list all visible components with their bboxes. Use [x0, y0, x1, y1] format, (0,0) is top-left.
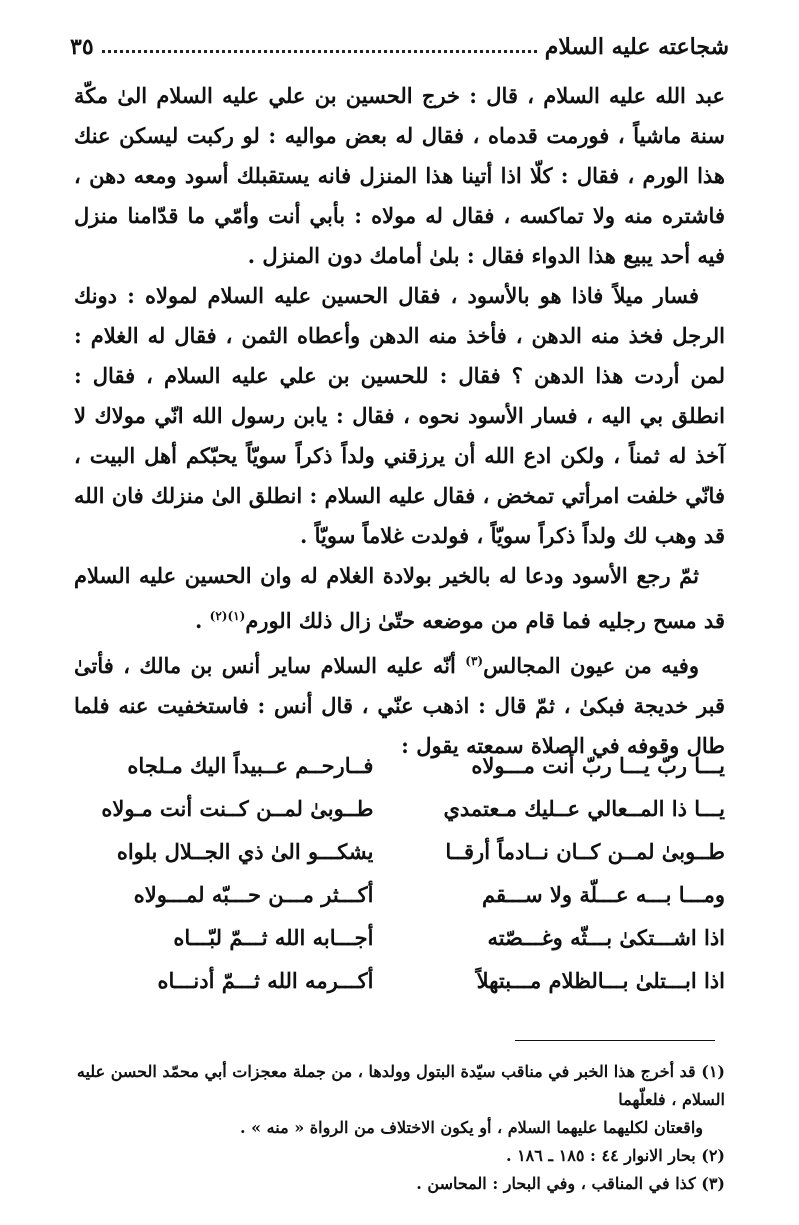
- paragraph-3: [74, 556, 725, 641]
- footnote-ref-3: (٣): [465, 654, 484, 668]
- poem-line: [74, 744, 725, 787]
- footnote-3: (٣) كذا في المناقب ، وفي البحار : المحاسن .: [416, 1174, 725, 1193]
- poem-hemistich-right: يـــا ذا المــعالي عــليك مـعتمدي: [443, 796, 725, 821]
- paragraph-4-text: أنّه عليه السلام ساير أنس بن مالك ، فأتىٰ قبر خديجة فبكىٰ ، ثمّ قال : اذهب عنّي ، قال أنس : فاستخفيت عنه فلما طال وقوفه في الصلاة سمعته يقول :: [74, 653, 725, 758]
- footnote-2: (٢) بحار الانوار ٤٤ : ١٨٥ ـ ١٨٦ .: [505, 1146, 725, 1165]
- footnote-divider: [515, 1040, 715, 1041]
- footnote-1: (١) قد أخرج هذا الخبر في مناقب سيّدة البتول وولدها ، من جملة معجزات أبي محمّد الحسن عليه السلام ، فلعلّهما: [76, 1062, 725, 1109]
- poem-hemistich-right: اذا ابـــتلىٰ بـــالظلام مـــبتهلاً: [476, 968, 725, 993]
- main-text: [74, 76, 725, 766]
- running-header: [70, 30, 729, 64]
- poem-hemistich-right: اذا اشـــتكىٰ بـــثّه وغـــصّته: [487, 925, 725, 950]
- poem: [74, 744, 725, 1002]
- page-number: ٣٥: [70, 34, 94, 60]
- poem-hemistich-right: طــوبىٰ لمــن كــان نــادماً أرقــا: [445, 839, 725, 864]
- footnote-1-continued: واقعتان لكليهما عليهما السلام ، أو يكون الاختلاف من الرواة « منه » .: [239, 1118, 703, 1137]
- footnote-ref-2: (٢): [209, 609, 228, 623]
- poem-line: [74, 830, 725, 873]
- chapter-title: شجاعته عليه السلام: [544, 34, 729, 60]
- paragraph-1: عبد الله عليه السلام ، قال : خرج الحسين بن علي عليه السلام الىٰ مكّة سنة ماشياً ، فورمت قدماه ، فقال له بعض مواليه : لو ركبت ليسكن عنك هذا الورم ، فقال : كلّا اذا أتينا هذا المنزل فانه يستقبلك أسود ومعه دهن ، فاشتره منه ولا تماكسه ، فقال له مولاه : بأبي أنت وأمّي ما قدّامنا منزل فيه أحد يبيع هذا الدواء فقال : بلىٰ أمامك دون المنزل .: [74, 83, 725, 268]
- poem-hemistich-right: ومـــا بـــه عـــلّة ولا ســـقم: [481, 882, 725, 907]
- poem-line: [74, 916, 725, 959]
- poem-line: [74, 959, 725, 1002]
- poem-hemistich-left: أكـــثر مـــن حـــبّه لمـــولاه: [133, 882, 374, 907]
- footnotes: [74, 1058, 725, 1198]
- poem-hemistich-left: يشكـــو الىٰ ذي الجــلال بلواه: [116, 839, 374, 864]
- poem-line: [74, 787, 725, 830]
- paragraph-4-lead: وفيه من عيون المجالس: [483, 653, 699, 678]
- paragraph-2: فسار ميلاً فاذا هو بالأسود ، فقال الحسين عليه السلام لمولاه : دونك الرجل فخذ منه الدهن ، فأخذ منه الدهن وأعطاه الثمن ، فقال له الغلام : لمن أردت هذا الدهن ؟ فقال : للحسين بن علي عليه السلام ، فقال : انطلق بي اليه ، فسار الأسود نحوه ، فقال : يابن رسول الله انّي مولاك لا آخذ له ثمناً ، ولكن ادع الله أن يرزقني ولداً ذكراً سويّاً يحبّكم أهل البيت ، فانّي خلفت امرأتي تمخض ، فقال عليه السلام : انطلق الىٰ منزلك فان الله قد وهب لك ولداً ذكراً سويّاً ، فولدت غلاماً سويّاً .: [74, 283, 725, 548]
- poem-hemistich-left: فــارحــم عــبيداً اليك مـلجاه: [127, 753, 374, 778]
- footnote-ref-1: (١): [227, 609, 246, 623]
- poem-hemistich-right: يـــا ربّ يـــا ربّ أنت مـــولاه: [471, 753, 725, 778]
- header-dot-leader: [102, 50, 537, 53]
- paragraph-3-end: .: [195, 608, 210, 633]
- poem-hemistich-left: طــوبىٰ لمــن كــنت أنت مـولاه: [101, 796, 374, 821]
- poem-hemistich-left: أكـــرمه الله ثـــمّ أدنـــاه: [157, 968, 374, 993]
- poem-line: [74, 873, 725, 916]
- poem-hemistich-left: أجـــابه الله ثـــمّ لبّـــاه: [173, 925, 374, 950]
- paragraph-3-text: ثمّ رجع الأسود ودعا له بالخير بولادة الغلام له وان الحسين عليه السلام قد مسح رجليه فما قام من موضعه حتّىٰ زال ذلك الورم: [74, 563, 725, 633]
